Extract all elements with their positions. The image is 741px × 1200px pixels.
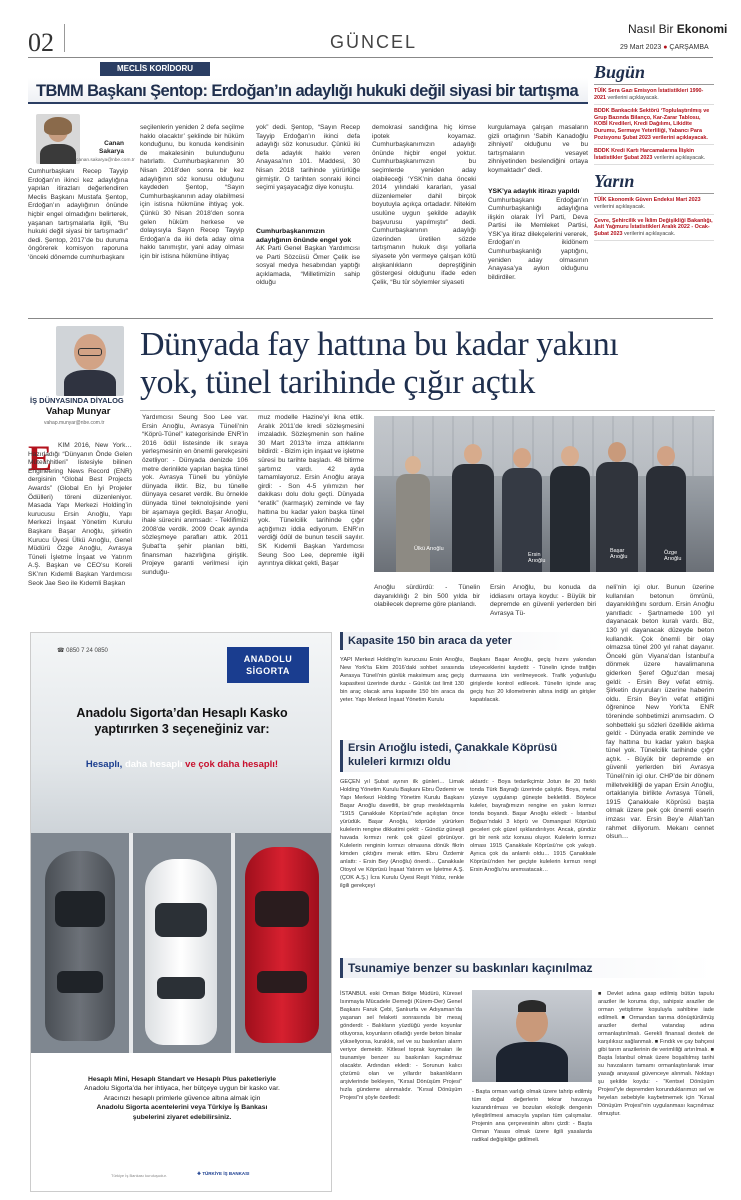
brand-name: Ekonomi	[676, 22, 728, 36]
phone-icon: ☎	[57, 648, 65, 654]
yarin-item-1-highlight: TÜİK Ekonomik Güven Endeksi Mart 2023	[594, 197, 701, 204]
meclis-tag: MECLİS KORİDORU	[100, 62, 210, 76]
author-photo-canan	[36, 114, 80, 164]
sub3-right: ■ Devlet adına gasp edilmiş bütün tapulu araziler ile koruma dışı, sahipsiz araziler de orman yetiştirme koşuluyla sahibine iade edilmeli. ■ Ormandan tarıma dönüştürülmüş araziler derhal vatandaş adına ormanlaştırılmalı. Gerekli finansal destek de karşılıksız sağlanmalı. ■ Fındık ve çay bahçesi gibi tarım arazilerinin de verimliliği artırılmalı. ■ Başta İstanbul olmak üzere boşaltılmış tarihi su havzaların tamamı ormanlaştırılarak imar yasağı anayasal güvenceye alınmalı. Noktayı şu şekilde koydu: - “Kentsel Dönüşüm Projesi”yle depremden korunduklarımızı sel ve heyelan sebebiyle kaybetmemek için “Kırsal Dönüşüm Projesi”nin uygulanması kaçınılmaz olmuştur.	[598, 991, 714, 1117]
ad-tag-cok: çok daha hesaplı!	[198, 759, 279, 770]
ad-footer-line-1: Hesaplı Mini, Hesaplı Standart ve Hesaplı Plus paketleriyle	[87, 1076, 277, 1083]
ad-headline-line-2: yaptırırken 3 seçeneğiniz var:	[94, 722, 270, 736]
sub3-left: İSTANBUL eski Orman Bölge Müdürü, Küresel Isınmayla Mücadele Derneği (Kürem-Der) Genel Başkanı Faruk Çebi, Şanlıurfa ve Adıyaman’da yaşanan sel felaketi sonrasında bir mesaj gönderdi: - Balıkların yüzdüğü yerde koyunlar otluyorsa, koyunların otladığı yerde beton binalar yükseliyorsa, kuraklık, sel ve su baskınları alarm veriyor demektir. Kitlesel toprak kaymaları ile tsunamiye benzer su baskınları kaçınılmaz olacaktır. Ardından ekledi: - Sorunun kalıcı çözümü olan ve yıllardır bakanlıkların arşivlerinde bekleyen, “Kırsal Dönüşüm Projesi” hızla gündeme alınmalıdır. “Kırsal Dönüşüm Projesi”ni şöyle özetledi:	[340, 991, 462, 1101]
author-photo-vahap	[56, 326, 124, 396]
ad-bank-logo	[197, 1171, 249, 1177]
meclis-col-5-subhead: YSK’ya adaylık itirazı yapıldı	[488, 188, 580, 195]
bugun-item-1-highlight: TÜİK Sera Gazı Emisyon İstatistikleri 1990-2021	[594, 88, 704, 101]
ad-footer-line-3: Aracınızı hesaplı primlerle güvence altına almak için	[103, 1094, 261, 1102]
ad-tag-ve: ve	[185, 759, 196, 770]
ad-footer-line-2: Anadolu Sigorta’da her ihtiyaca, her bütçeye uygun bir kasko var.	[84, 1085, 280, 1093]
feature-group-photo	[374, 416, 714, 572]
ad-footer-line-4: Anadolu Sigorta acentelerini veya Türkiye İş Bankası	[96, 1104, 268, 1112]
section-rule	[28, 318, 713, 319]
photo-label-basar: Başar Arıoğlu	[610, 548, 628, 560]
ad-headline-line-1: Anadolu Sigorta’dan Hesaplı Kasko	[76, 706, 288, 720]
photo-label-ulku: Ülkü Arıoğlu	[414, 546, 444, 552]
feature-col-4: Arıoğlu sürdürdü: - Tünelin dayanıklılığı 2 bin 500 yılda bir olabilecek depreme göre planlandı.	[374, 584, 480, 609]
sub2-right: aktardı: - Boya tedarikçimiz Jotun ile 20 farklı tonda Türk Bayrağı üzerinde çalıştık. Boya, metal yüzeye uygulanıp güneşte bekletildi. Böylece kuleler, bayrağımızın rengine en yakın kırmızı tonda boyandı. Başar Arıoğlu ekledi: - İstanbul Boğazı’ndaki 3 köprü ve Osmangazi Köprüsü geceleri çok güzel ışıklandırılıyor. Ancak, gündüz gri bir renk söz konusu oluyor. Kulelerin kırmızı olması 1915 Çanakkale Köprüsü’ne çok yakıştı. Ayrıca çok da anlamlı oldu… 1915 Çanakkale Köprüsü’nden her geçişte kulelerin kırmızı rengi Ersin Arıoğlu’nu anımsatacak…	[470, 779, 596, 873]
ad-logo-line-1: ANADOLU	[243, 654, 293, 664]
ad-footer-text	[31, 1075, 332, 1122]
meclis-col-3-wrap	[256, 124, 360, 310]
feature-headline-line-2: yok, tünel tarihinde çığır açtık	[140, 364, 535, 401]
ad-tag-hesapli: Hesaplı,	[85, 759, 123, 770]
ad-phone-text: 0850 7 24 0850	[66, 648, 108, 654]
ad-logo-line-2: SİGORTA	[246, 666, 290, 676]
feature-headline-line-1: Dünyada fay hattına bu kadar yakını	[140, 326, 619, 363]
ad-headline	[31, 705, 332, 737]
brand-logo	[628, 22, 727, 36]
brand-prefix: Nasıl Bir	[628, 22, 674, 36]
sub2-title: Ersin Arıoğlu istedi, Çanakkale Köprüsü kuleleri kırmızı oldu	[348, 742, 558, 768]
car-red	[245, 847, 319, 1043]
sub1-right: Başkanı Başar Arıoğlu, geçiş hızını yakından izleyeceklerini kaydetti: - Tünelin içinde trafiğin durmasına izin verilmeyecek. Trafik yoğunluğu girişlerde kontrol edilecek. Tünelin içinde araç geçiş hızı 20 kilometrenin altına indiği an girişler kapatılacak.	[470, 657, 596, 703]
feature-col-3: muz modelle Hazine’yi ikna ettik. Aralık 2011’de kredi sözleşmesini imzaladık. Sözleşmenin son haline 30 Mart 2013’te imza attıklarını bildirdi: - Bizim için inşaat ve işletme süresi bu tarihte başladı. 48 bitirme şartımız vardı. 42 ayda tamamlayoruz. Ersin Arıoğlu araya girdi: - Son 4-5 yılımızın her dakikası dolu dolu geçti. Dünyada “eratik” (karmaşık) zeminde ve fay hattına bu kadar yakın başka tünel yok. Tünelcilik tarihinde çığır açtığımızı iddia ediyorum. ENR’ın verdiği ödül de bunun tescili sayılır. SK Kıdemli Başkan Yardımcısı Seung Soo Lee, depremle ilgili ayrıntıya dikkat çekti, Başar	[258, 414, 364, 568]
meclis-headline: TBMM Başkanı Şentop: Erdoğan’ın adaylığı hukuki değil siyasi bir tartışma	[36, 82, 579, 100]
ad-fine-print: Türkiye İş Bankası kuruluşudur.	[111, 1173, 167, 1178]
feature-col-1: KİM 2016, New York… Hazırladığı “Dünyanın Önde Gelen Müteahhitleri” listesiyle bilinen Engineering News Record (ENR) dergisinin “Global Best Projects Awards” (Global En İyi Projeler Ödülleri) töreni düzenleniyor. Masada Yapı Merkezi Holding’in kurucusu Ersin Arıoğlu, Yapı Merkezi İnşaat Yönetim Kurulu Başkanı Başar Arıoğlu, şirketin Kurucu Üyesi Ülkü Arıoğlu, Genel Müdürü Özge Arıoğlu, Avrasya Tüneli İşletme İnşaat ve Yatırım A.Ş. Başkan ve CEO’su Koreli SK’nın Kıdemli Başkan Yardımcısı Seok Jae Seo ile Kıdemli Başkan	[28, 442, 132, 587]
feature-col-5: Ersin Arıoğlu, bu konuda da iddiasını ortaya koydu: - Büyük bir depremde en güvenli yerlerden biri Avrasya Tü-	[490, 584, 596, 617]
sub3-mid: - Başta orman varlığı olmak üzere tahrip edilmiş tüm doğal değerlerin tekrar havzaya kazandırılması ve bozulan ekolojik dengenin iyileştirilmesi amacıyla yapılan tüm çalışmalar. Projenin ana çerçevesinin altını çizdi: - Başta Orman Yasası olmak üzere ilgili yasalarda radikal değişikliğe gidilmeli.	[472, 1089, 592, 1143]
meclis-col-5-wrap	[488, 124, 588, 310]
yarin-item-2-rest: verilerini açıklayacak.	[623, 230, 676, 237]
bank-icon: ❖	[197, 1171, 202, 1176]
bugun-item-1	[594, 85, 714, 105]
meclis-col-3-subhead: Cumhurbaşkanımızın adaylığının önünde engel yok	[256, 228, 352, 244]
author-name-canan: Canan Sakarya	[99, 140, 124, 155]
header-divider	[64, 24, 65, 52]
bugun-title: Bugün	[594, 62, 714, 85]
bugun-item-3-rest: verilerini açıklayacak.	[653, 154, 706, 161]
feature-col-2: Yardımcısı Seung Soo Lee var. Ersin Arıoğlu, Avrasya Tüneli’nin “Köprü-Tünel” kategorisinde ENR’in 2016 ödül listesinde ilk sıraya yerleşmesinin en önemli gerekçesini özetliyor: - Dünyada denizde 106 metre derinlikte yapılan başka tünel yok. Avrasya Tüneli bu yönüyle dünyada ilktir. Biz, bu tünelle dünyaya cesaret verdik. Bu örnekle dünyada tünel teknolojisinde yeni bir aşamaya geçildi. Başar Arıoğlu, ihale sürecini anımsadı: - Teklifimizi 2008’de verdik. 2009 Ocak ayında sözleşmeye parafları attık. 2011 Şubat’ta şehir planları bitti, finansman hazırlığına giriştik. Projeye garanti verilmesi için sunduğu-	[142, 414, 248, 576]
header-rule	[28, 57, 713, 58]
bugun-item-2-highlight: BDDK Bankacılık Sektörü ‘Toplulaştırılmış ve Grup Bazında Bilanço, Kar-Zarar Tablosu, KOBİ Kredileri, Kredi Dağılımı, Likidite Durumu, Sermaye Yeterliliği, Yabancı Para Pozisyonu Şubat 2023 verilerini açıklayacak.	[594, 108, 710, 141]
bugun-item-3	[594, 145, 714, 165]
anadolu-sigorta-ad[interactable]	[30, 632, 332, 1192]
yarin-item-1	[594, 194, 714, 214]
meclis-col-1: Cumhurbaşkanı Recep Tayyip Erdoğan’ın ikinci kez adaylığına yapılan itirazları değerlendiren Meclis Başkanı Mustafa Şentop, Erdoğan’ın adaylığının önünde hiçbir engel olmadığını belirterek, yaşanan tartışmalarla ilgili, “Bu hukuki değil siyasi bir tartışmadır” dedi. Şentop, 2017’de bu duruma öngörerek komisyon raporuna ‘önceki dönemde cumhurbaşkanı	[28, 168, 128, 261]
bugun-item-2	[594, 105, 714, 145]
ad-bank-text: TÜRKİYE İŞ BANKASI	[202, 1171, 250, 1176]
yarin-item-2-highlight: Çevre, Şehircilik ve İklim Değişikliği Bakanlığı, Asit Yağmuru İstatistikleri Aralık 2022 - Ocak- Şubat 2023	[594, 217, 713, 237]
feature-dropcap: E	[28, 438, 53, 478]
car-white	[145, 859, 217, 1045]
meclis-col-5: kurgulamaya çalışan masaların gizli ortağının ‘Sabih Kanadoğlu zihniyeti’ olduğunu ve bu tartışmaların vesayet zihniyetinden beslendiğini ortaya koymaktadır” dedi.	[488, 124, 588, 174]
date-bullet: ●	[663, 44, 668, 51]
feature-author: Vahap Munyar	[46, 406, 111, 417]
meclis-col-5b: Cumhurbaşkanı Erdoğan’ın Cumhurbaşkanlığı adaylığına ilişkin olarak İYİ Parti, Deva Partisi ile Memleket Partisi, YSK’ya itiraz dilekçelerini vererek, Erdoğan’ın ikidönem Cumhurbaşkanlığı yaptığını, yeniden aday olmasının Anayasa’ya aykırı olduğunu bildirdiler.	[488, 196, 588, 281]
agenda-sidebar	[594, 62, 714, 312]
sub1-left: YAPI Merkezi Holding’in kurucusu Ersin Arıoğlu, New York’ta Ekim 2016’daki sohbet sırasında Avrasya Tüneli’nin günlük maksimum araç geçiş kapasitesi üzerinde durdu: - Günlük üst limit 130 bin araç olacak ama kapasite 150 bin araca da yeter. Yapı Merkezi İnşaat Yönetim Kurulu	[340, 657, 464, 703]
ad-footer-line-5: şubelerini ziyaret edebilirsiniz.	[132, 1113, 232, 1121]
feature-column-name: İŞ DÜNYASINDA DİYALOG	[30, 396, 124, 405]
bugun-item-1-rest: verilerini açıklayacak.	[607, 94, 659, 101]
meclis-col-3: yok” dedi. Şentop, “Sayın Recep Tayyip Erdoğan’ın ikinci defa adaylığı söz konusudur. Çünkü iki defa adaylık hakkı veren Anayasa’nın 101. Maddesi, 30 Nisan 2018 tarihinde yürürlüğe girmiştir. O tarihten sonraki ikinci seçimi yaşayacağız diye konuştu.	[256, 124, 360, 192]
yarin-item-1-rest: verilerini açıklayacak.	[594, 203, 646, 210]
meclis-col-2: seçilenlerin yeniden 2 defa seçilme hakkı olacaktır’ şeklinde bir hüküm konduğunu, bu konuda kendisinin de makalesinin bulunduğunu hatırlattı. Cumhurbaşkanının 30 Nisan 2018’den sonra bir kez adaylığının söz konusu olduğunu kaydeden Şentop, “Sayın Cumhurbaşkanının aday olabilmesi için istisna hükmüne ihtiyaç yok. Çünkü 30 Nisan 2018’den sonra gelen hüküm herkese ve dolayısıyla Sayın Recep Tayyip Erdoğan’a da iki defa aday olma hakkı tanımıştır, yani aday olması için bir istisna hükmüne ihtiyaç	[140, 124, 244, 260]
bugun-item-3-highlight: BDDK Kredi Kartı Harcamalarına İlişkin İstatistikler Şubat 2023	[594, 148, 695, 161]
feature-col-6: neli’nin içi olur. Bunun üzerine kullanılan betonun ömrünü, dayanıklılığını sordum. Ersin Arıoğlu yanıtladı: - Şartnamede 100 yıl dayanacak beton kuralı vardı. Biz, 130 yıl dayanacak düzeyde beton kullandık. Çok önemli bir olay olmazsa tünel 200 yıl rahat dayanır. Önceki gün Viyana’dan İstanbul’a dönmek üzere havalimanına giderken Şeref Oğuz’dan mesaj geldi: - Ersin Bey vefat etmiş. Şirketin duyuruları üzerine haberim oldu. Ersin Bey’in vefat ettiğini öğrenince New York’ta ENR töreninde sohbetimizi anımsadım. O sohbetteki şu sözleri özellikle aklıma geldi: - Dünyada eratik zeminde ve fay hattına bu kadar yakın başka tünel yok. Tünelcilik tarihinde çığır açtık. - Büyük bir depremde en güvenli yerlerden biri Avrasya Tüneli’nin içi olur. CHP’de bir dönem milletvekilliği de yapan Ersin Arıoğlu, ortaklarıyla birlikte Avrasya Tüneli, 1915 Çanakkale Köprüsü başta olmak üzere pek çok önemli eserin imzası var. Ersin Bey’e Allah’tan rahmet diliyorum. Mekanı cennet olsun…	[606, 584, 714, 841]
ad-tagline	[31, 759, 332, 770]
day-text: ÇARŞAMBA	[669, 44, 709, 51]
ad-logo	[227, 647, 309, 683]
faruk-cebi-photo	[472, 990, 592, 1082]
photo-label-ozge: Özge Arıoğlu	[664, 550, 682, 562]
feature-headline-rule	[140, 410, 715, 411]
ad-phone	[57, 647, 108, 654]
sub2-left: GEÇEN yıl Şubat ayının ilk günleri… Limak Holding Yönetim Kurulu Başkanı Ebru Özdemir ve Yapı Merkezi Holding Yönetim Kurulu Başkanı Başar Arıoğlu davetliti, bir grup meslektaşımla “1915 Çanakkale Köprüsü”nde açılıştan önce yürüdük. Başar Arıoğlu, köprüde yürürken kulelerin rengine dikkatimi çekti: - Gündüz güneşli havada kırmızı renk çok güzel görünüyor. Kulelerin renginin kırmızı olmasına dönük fikrin kimden çıktığını merak ettim. Ebru Özdemir anlattı: - Ersin Bey (Arıoğlu) önerdi… Çanakkale Otoyol ve Köprüsü İnşaat Yatırım ve İşletme A.Ş. (ÇOK A.Ş.) İcra Kurulu Üyesi Reşit Yıldız, renkle ilgili gerekçeyi	[340, 779, 464, 889]
feature-headline	[140, 326, 715, 402]
car-grey	[45, 851, 115, 1041]
meclis-col-4: demokrasi sandığına hiç kimse ipotek koyamaz. Cumhurbaşkanımızın adaylığı önünde hiçbir engel yoktur. Cumhurbaşkanımızın bu seçimlerde yeniden aday olabileceği ‘YSK’nin daha önceki 2014 yılındaki kararları, yasal düzenlemeler dahil birçok boyutuyla açıkça ortadadır. Nitekim usulüne uygun şekilde adaylık başvurusu yapılmıştır” dedi. Cumhurbaşkanının adaylığı üzerinden üretilen sözde tartışmanın hukuk dışı yollarla siyasete yön vermeye çalışan kötü alışkanlıkların depreştiğinin göstergesi olduğunu ifade eden Çelik, “Bu tür söylemler siyaseti	[372, 124, 476, 286]
feature-author-email: vahap.munyar@nbe.com.tr	[44, 420, 105, 426]
sub3-title: Tsunamiye benzer su baskınları kaçınılmaz	[348, 961, 593, 975]
date-text: 29 Mart 2023	[620, 44, 662, 51]
yarin-item-2	[594, 215, 714, 242]
yarin-title: Yarın	[594, 171, 714, 194]
ad-tag-daha: daha hesaplı	[124, 759, 183, 770]
photo-label-ersin: Ersin Arıoğlu	[528, 552, 546, 564]
header-date	[620, 44, 709, 51]
author-email-canan: canan.sakarya@nbe.com.tr	[76, 158, 135, 163]
sub1-title: Kapasite 150 bin araca da yeter	[348, 635, 512, 647]
page-number: 02	[28, 28, 54, 57]
section-title: GÜNCEL	[330, 32, 418, 52]
meclis-col-3b: AK Parti Genel Başkan Yardımcısı ve Parti Sözcüsü Ömer Çelik ise sosyal medya hesabından yaptığı açıklamada, “Milletimizin sahip olduğu	[256, 245, 360, 287]
